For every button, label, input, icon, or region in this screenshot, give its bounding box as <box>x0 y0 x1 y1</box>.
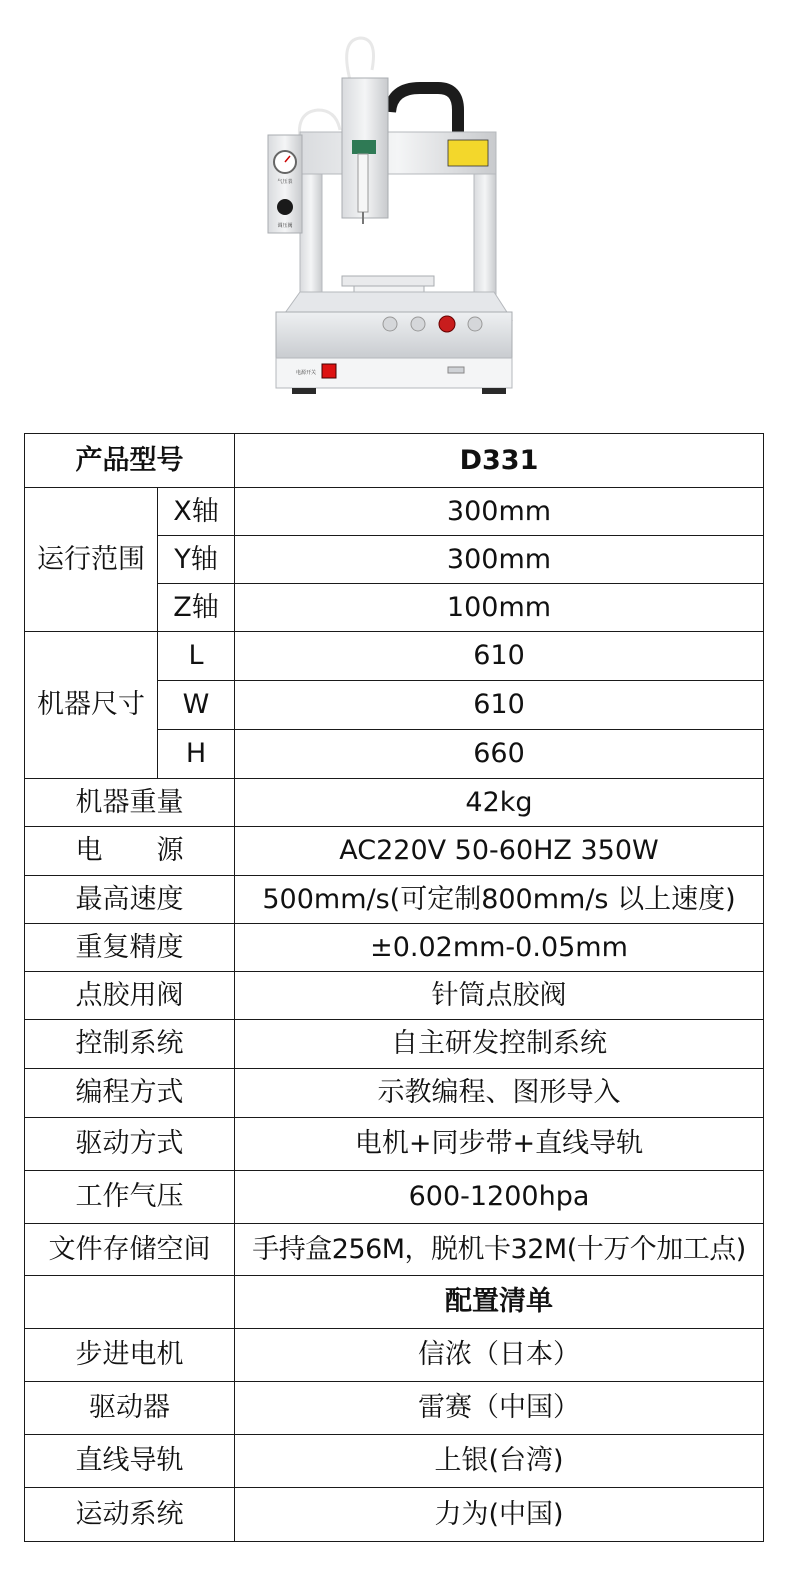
table-row <box>25 1488 764 1542</box>
spec-value: ±0.02mm-0.05mm <box>235 924 764 972</box>
size-dim: L <box>158 632 235 681</box>
table-row <box>25 1276 764 1329</box>
spec-label: 驱动方式 <box>25 1118 235 1171</box>
table-row <box>25 827 764 876</box>
spec-value: 42kg <box>235 779 764 827</box>
switch-label: 电源开关 <box>295 370 317 376</box>
table-row <box>25 434 764 488</box>
size-value: 610 <box>235 681 764 730</box>
model-label: 产品型号 <box>25 434 235 488</box>
spec-value: 示教编程、图形导入 <box>235 1069 764 1118</box>
config-title-spacer <box>25 1276 235 1329</box>
knob-label: 调压阀 <box>277 223 293 229</box>
table-row <box>25 1118 764 1171</box>
size-value: 660 <box>235 730 764 779</box>
spec-value: 自主研发控制系统 <box>235 1020 764 1069</box>
spec-table <box>24 433 764 1542</box>
range-axis: X轴 <box>158 488 235 536</box>
table-row <box>25 1435 764 1488</box>
range-value: 100mm <box>235 584 764 632</box>
table-row <box>25 488 764 536</box>
spec-label: 点胶用阀 <box>25 972 235 1020</box>
config-label: 直线导轨 <box>25 1435 235 1488</box>
table-row <box>25 1224 764 1276</box>
table-row <box>25 1171 764 1224</box>
table-row <box>25 632 764 681</box>
spec-value: AC220V 50-60HZ 350W <box>235 827 764 876</box>
gauge-label: 气压表 <box>277 179 293 185</box>
range-value: 300mm <box>235 536 764 584</box>
range-axis: Y轴 <box>158 536 235 584</box>
config-label: 步进电机 <box>25 1329 235 1382</box>
product-image <box>0 0 790 410</box>
table-row <box>25 1329 764 1382</box>
range-value: 300mm <box>235 488 764 536</box>
table-row <box>25 1020 764 1069</box>
spec-label: 工作气压 <box>25 1171 235 1224</box>
range-axis: Z轴 <box>158 584 235 632</box>
size-dim: W <box>158 681 235 730</box>
table-row <box>25 972 764 1020</box>
config-value: 上银(台湾) <box>235 1435 764 1488</box>
config-label: 运动系统 <box>25 1488 235 1542</box>
config-value: 力为(中国) <box>235 1488 764 1542</box>
model-value: D331 <box>235 434 764 488</box>
table-row <box>25 876 764 924</box>
table-row <box>25 1069 764 1118</box>
spec-value: 电机+同步带+直线导轨 <box>235 1118 764 1171</box>
size-label: 机器尺寸 <box>25 632 158 779</box>
spec-label: 文件存储空间 <box>25 1224 235 1276</box>
spec-value: 手持盒256M，脱机卡32M(十万个加工点) <box>235 1224 764 1276</box>
table-row <box>25 924 764 972</box>
spec-label: 重复精度 <box>25 924 235 972</box>
config-label: 驱动器 <box>25 1382 235 1435</box>
config-value: 雷赛（中国） <box>235 1382 764 1435</box>
spec-value: 600-1200hpa <box>235 1171 764 1224</box>
range-label: 运行范围 <box>25 488 158 632</box>
spec-label: 控制系统 <box>25 1020 235 1069</box>
spec-value: 500mm/s(可定制800mm/s 以上速度) <box>235 876 764 924</box>
spec-label: 电 源 <box>25 827 235 876</box>
size-value: 610 <box>235 632 764 681</box>
table-row <box>25 779 764 827</box>
config-value: 信浓（日本） <box>235 1329 764 1382</box>
spec-label: 机器重量 <box>25 779 235 827</box>
size-dim: H <box>158 730 235 779</box>
config-title: 配置清单 <box>235 1276 764 1329</box>
spec-label: 最高速度 <box>25 876 235 924</box>
spec-value: 针筒点胶阀 <box>235 972 764 1020</box>
spec-label: 编程方式 <box>25 1069 235 1118</box>
table-row <box>25 1382 764 1435</box>
